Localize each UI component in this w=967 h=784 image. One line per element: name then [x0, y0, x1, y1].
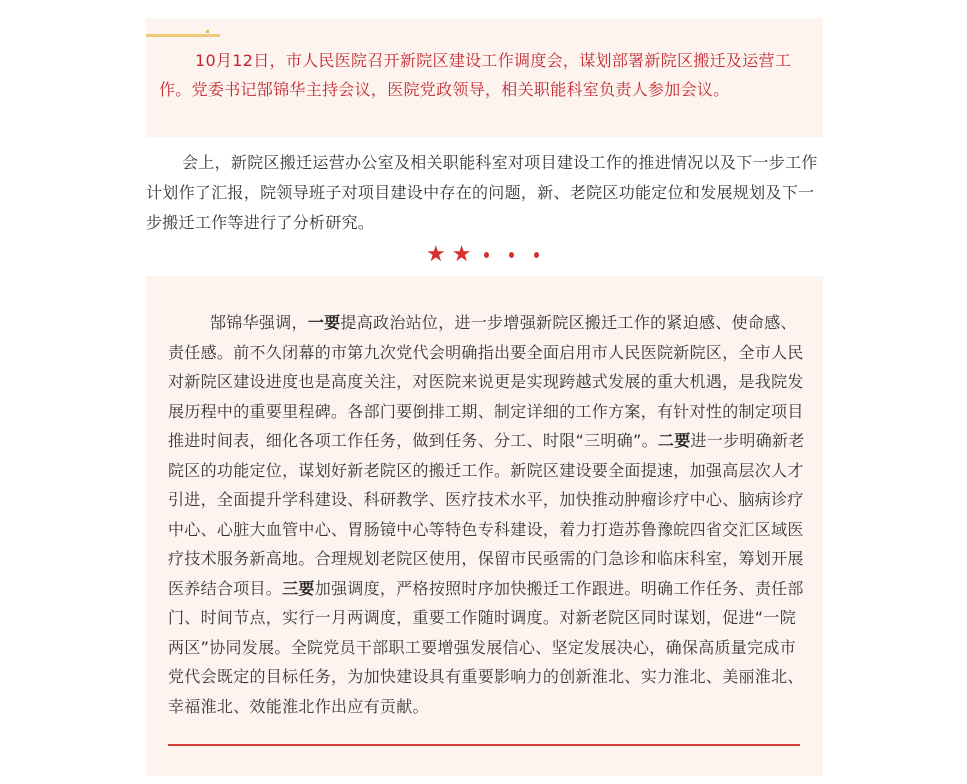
- star-icon: ★: [451, 242, 472, 267]
- accent-dot: [206, 30, 209, 33]
- main-text-segment: 提高政治站位，进一步增强新院区搬迁工作的紧迫感、使命感、责任感。前不久闭幕的市第九次党代会明确指出要全面启用市人民医院新院区，全市人民对新院区建设进度也是高度关注，对医院来说更是实现跨越式发展的重大机遇，是我院发展历程中的重要里程碑。各部门要倒排工期、制定详细的工作方案，有针对性的制定项目推进时间表，细化各项工作任务，做到任务、分工、时限“三明确”。: [168, 313, 804, 450]
- dot-icon: [509, 252, 514, 258]
- main-text-segment: 郜锦华强调，: [210, 313, 308, 332]
- lead-paragraph: 10月12日，市人民医院召开新院区建设工作调度会，谋划部署新院区搬迁及运营工作。党委书记郜锦华主持会议，医院党政领导，相关职能科室负责人参加会议。: [159, 51, 792, 99]
- main-text-segment: 进一步明确新老院区的功能定位，谋划好新老院区的搬迁工作。新院区建设要全面提速，加强高层次人才引进，全面提升学科建设、科研教学、医疗技术水平，加快推动肿瘤诊疗中心、脑病诊疗中心、心脏大血管中心、胃肠镜中心等特色专科建设，着力打造苏鲁豫皖四省交汇区域医疗技术服务新高地。合理规划老院区使用，保留市民亟需的门急诊和临床科室，筹划开展医养结合项目。: [168, 431, 805, 598]
- section-divider: [426, 244, 546, 266]
- dot-icon: [484, 252, 489, 258]
- meeting-summary-paragraph: 会上，新院区搬迁运营办公室及相关职能科室对项目建设工作的推进情况以及下一步工作计划作了汇报，院领导班子对项目建设中存在的问题，新、老院区功能定位和发展规划及下一步搬迁工作等进行了分析研究。: [146, 153, 818, 232]
- main-text-segment: 加强调度，严格按照时序加快搬迁工作跟进。明确工作任务、责任部门、时间节点，实行一月两调度，重要工作随时调度。对新老院区同时谋划，促进“一院两区”协同发展。全院党员干部职工要增强发展信心、坚定发展决心，确保高质量完成市党代会既定的目标任务，为加快建设具有重要影响力的创新淮北、实力淮北、美丽淮北、幸福淮北、效能淮北作出应有贡献。: [168, 578, 804, 716]
- star-icon: ★: [426, 242, 446, 267]
- dot-icon: [534, 252, 539, 258]
- main-content-box: [146, 276, 823, 776]
- gold-accent-line: [146, 34, 220, 37]
- red-underline: [168, 744, 800, 746]
- main-paragraph: [168, 308, 808, 721]
- key-point-1: 一要: [307, 313, 341, 332]
- key-point-2: 二要: [657, 431, 691, 450]
- key-point-3: 三要: [282, 578, 315, 598]
- lead-box: [146, 18, 823, 137]
